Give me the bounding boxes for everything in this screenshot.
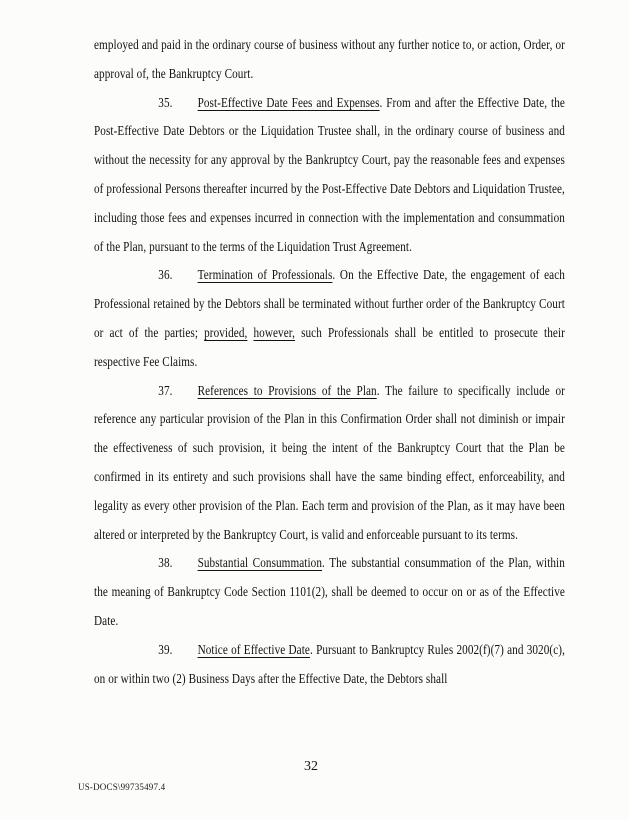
document-footer-id: US-DOCS\99735497.4 bbox=[78, 782, 166, 792]
underlined-text: however, bbox=[253, 324, 296, 340]
paragraph-number: 36. bbox=[158, 267, 173, 283]
paragraph bbox=[94, 549, 565, 635]
text-run: . Pursuant to Bankruptcy Rules 2002(f)(7) and 3020(c), on or within two (2) Business Days after the Effective Date, the Debtors shall bbox=[94, 641, 565, 686]
page-number: 32 bbox=[304, 759, 318, 774]
underlined-text: References to Provisions of the Plan bbox=[197, 382, 377, 398]
underlined-text: provided, bbox=[204, 324, 248, 340]
paragraph bbox=[94, 31, 565, 89]
text-run: such Professionals shall be entitled to prosecute their respective Fee Claims. bbox=[94, 324, 565, 369]
paragraph-number: 35. bbox=[158, 94, 173, 110]
paragraph bbox=[94, 89, 565, 262]
paragraph-number: 37. bbox=[158, 382, 173, 398]
underlined-text: Notice of Effective Date bbox=[197, 641, 310, 657]
text-run: . The substantial consummation of the Plan, within the meaning of Bankruptcy Code Section 1101(2), shall be deemed to occur on or as of the Effective Date. bbox=[94, 555, 565, 628]
paragraph-number: 39. bbox=[158, 641, 173, 657]
paragraph bbox=[94, 377, 565, 550]
underlined-text: Substantial Consummation bbox=[197, 555, 323, 571]
paragraph bbox=[94, 261, 565, 376]
text-run: . The failure to specifically include or reference any particular provision of the Plan in this Confirmation Order shall not diminish or impair the effectiveness of such provision, it being the intent of the Bankruptcy Court that the Plan be confirmed in its entirety and such provisions shall have the same binding effect, enforceability, and legality as every other provision of the Plan. Each term and provision of the Plan, as it may have been altered or interpreted by the Bankruptcy Court, is valid and enforceable pursuant to its terms. bbox=[94, 382, 565, 542]
underlined-text: Termination of Professionals bbox=[197, 267, 333, 283]
text-run: employed and paid in the ordinary course of business without any further notice to, or action, Order, or approval of, the Bankruptcy Court. bbox=[94, 37, 565, 81]
paragraph bbox=[94, 636, 565, 694]
text-run: . From and after the Effective Date, the Post-Effective Date Debtors or the Liquidation Trustee shall, in the ordinary course of business and without the necessity for any approval by the Bankruptcy Court, pay the reasonable fees and expenses of professional Persons thereafter incurred by the Post-Effective Date Debtors and Liquidation Trustee, including those fees and expenses incurred in connection with the implementation and consummation of the Plan, pursuant to the terms of the Liquidation Trust Agreement. bbox=[94, 94, 565, 254]
underlined-text: Post-Effective Date Fees and Expenses bbox=[197, 94, 380, 110]
paragraph-number: 38. bbox=[158, 555, 173, 571]
document-body bbox=[94, 31, 565, 693]
text-run: . On the Effective Date, the engagement of each Professional retained by the Debtors shall be terminated without further order of the Bankruptcy Court or act of the parties; bbox=[94, 267, 565, 340]
